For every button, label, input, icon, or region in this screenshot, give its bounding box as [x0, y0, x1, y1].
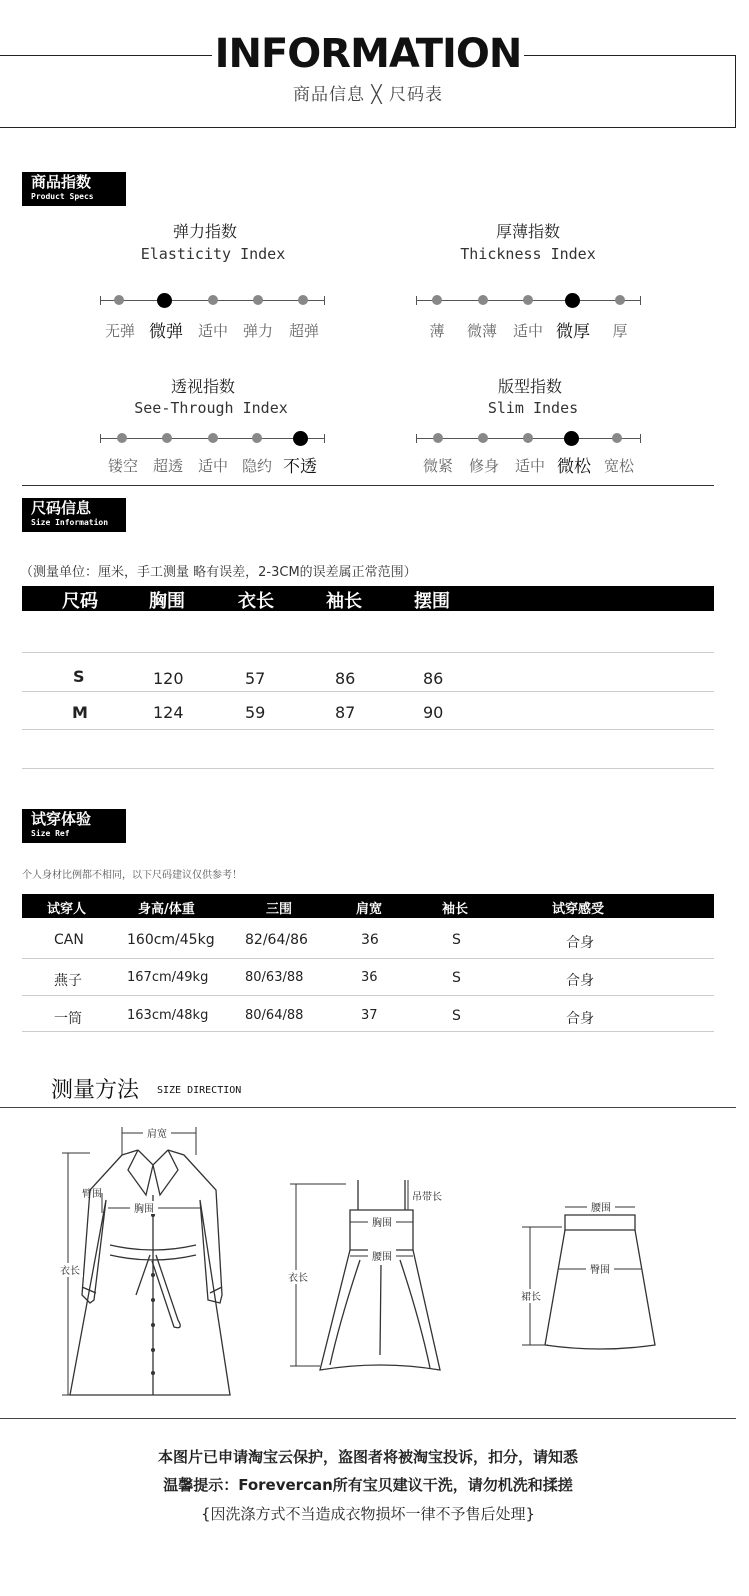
scale-label-selected: 微厚 — [556, 322, 590, 342]
section-label-specs — [22, 172, 126, 206]
scale-dot — [117, 433, 127, 443]
table-cell: S — [73, 667, 85, 686]
section-label-cn: 尺码信息 — [31, 499, 92, 517]
index-en-elasticity: Elasticity Index — [140, 245, 286, 263]
divider — [22, 485, 714, 486]
table-cell: S — [452, 932, 461, 948]
size-header-cell: 衣长 — [238, 591, 274, 612]
coat-label-shoulder: 肩宽 — [147, 1129, 167, 1140]
table-cell: 36 — [361, 970, 378, 985]
fit-header-cell: 试穿感受 — [552, 902, 605, 917]
scale-dot — [615, 295, 625, 305]
row-divider — [22, 958, 714, 959]
table-cell: 90 — [423, 703, 444, 722]
index-en-slim: Slim Indes — [487, 399, 579, 417]
index-title-thickness: 厚薄指数 — [495, 222, 560, 241]
scale-label-selected: 微弹 — [149, 322, 183, 342]
dress-label-chest: 胸围 — [372, 1218, 392, 1229]
scale-dot — [612, 433, 622, 443]
table-cell: 36 — [361, 932, 379, 948]
table-cell: CAN — [54, 932, 84, 948]
skirt-label-length: 裙长 — [521, 1292, 541, 1303]
scale-label-selected: 微松 — [557, 457, 591, 477]
size-header-cell: 袖长 — [326, 591, 362, 612]
section-label-size — [22, 498, 126, 532]
divider — [0, 1418, 736, 1419]
scale-label-selected: 不透 — [283, 457, 317, 477]
fit-header-cell: 身高/体重 — [138, 902, 195, 917]
scale-label: 无弹 — [104, 322, 135, 340]
table-cell: 合身 — [566, 1011, 594, 1027]
footer-care-tip: 温馨提示：Forevercan所有宝贝建议干洗，请勿机洗和揉搓 — [163, 1476, 573, 1494]
scale-dot — [298, 295, 308, 305]
size-header-cell: 尺码 — [62, 591, 98, 612]
dress-label-waist: 腰围 — [372, 1252, 392, 1263]
table-cell: S — [452, 1008, 461, 1024]
scale-dot — [478, 433, 488, 443]
row-divider — [22, 768, 714, 769]
table-cell: 163cm/48kg — [127, 1008, 209, 1023]
table-cell: 合身 — [566, 973, 594, 989]
scale-dot-selected — [293, 431, 308, 446]
scale-dot — [433, 433, 443, 443]
divider — [0, 1107, 736, 1108]
table-cell: 59 — [245, 703, 266, 722]
table-cell: 87 — [335, 703, 356, 722]
page-subtitle: 商品信息 ╳ 尺码表 — [292, 85, 444, 105]
scale-dot-selected — [157, 293, 172, 308]
size-table-header — [22, 586, 714, 611]
index-en-see-through: See-Through Index — [134, 399, 288, 417]
row-divider — [22, 652, 714, 653]
fit-header-cell: 袖长 — [442, 902, 469, 917]
table-cell: M — [72, 703, 88, 722]
size-header-cell: 摆围 — [414, 591, 450, 612]
scale-label: 超透 — [152, 457, 183, 475]
table-cell: 124 — [153, 703, 184, 722]
index-scale-see-through — [100, 438, 325, 439]
row-divider — [22, 1031, 714, 1032]
table-cell: 160cm/45kg — [127, 932, 215, 948]
table-cell: 82/64/86 — [245, 932, 308, 948]
table-cell: 37 — [361, 1008, 378, 1023]
coat-label-chest: 胸围 — [134, 1204, 154, 1215]
table-cell: 120 — [153, 669, 184, 688]
scale-dot — [208, 433, 218, 443]
section-label-en: Size Ref — [31, 829, 70, 838]
table-cell: 167cm/49kg — [127, 970, 209, 985]
table-cell: 80/63/88 — [245, 970, 304, 985]
index-scale-thickness — [416, 300, 641, 301]
footer-disclaimer: {因洗涤方式不当造成衣物损坏一律不予售后处理} — [200, 1505, 536, 1523]
scale-dot-selected — [564, 431, 579, 446]
scale-label: 薄 — [429, 322, 445, 340]
scale-dot — [478, 295, 488, 305]
fit-header-cell: 三围 — [266, 902, 293, 917]
scale-dot — [523, 295, 533, 305]
section-label-en: Product Specs — [31, 192, 94, 201]
scale-dot — [253, 295, 263, 305]
coat-diagram — [50, 1115, 250, 1410]
scale-dot-selected — [565, 293, 580, 308]
row-divider — [22, 995, 714, 996]
index-en-thickness: Thickness Index — [460, 245, 596, 263]
scale-label: 厚 — [612, 322, 628, 340]
scale-dot — [114, 295, 124, 305]
fit-header-cell: 试穿人 — [47, 902, 87, 917]
dress-label-strap: 吊带长 — [412, 1192, 442, 1203]
scale-label: 隐约 — [241, 457, 272, 475]
section-label-cn: 试穿体验 — [31, 810, 92, 828]
scale-label: 微紧 — [422, 457, 453, 475]
table-cell: 80/64/88 — [245, 1008, 304, 1023]
page-title: INFORMATION — [212, 30, 524, 78]
scale-label: 超弹 — [288, 322, 319, 340]
table-cell: 86 — [423, 669, 444, 688]
scale-dot — [523, 433, 533, 443]
skirt-label-hip: 臀围 — [590, 1265, 610, 1276]
table-cell: 86 — [335, 669, 356, 688]
scale-label: 修身 — [468, 457, 499, 475]
scale-dot — [252, 433, 262, 443]
scale-label: 镂空 — [107, 457, 138, 475]
scale-label: 适中 — [514, 457, 545, 475]
dress-diagram — [280, 1170, 455, 1385]
dress-label-length: 衣长 — [288, 1273, 308, 1284]
scale-label: 适中 — [197, 322, 228, 340]
measure-title-en: SIZE DIRECTION — [157, 1085, 242, 1096]
footer-copyright: 本图片已申请淘宝云保护，盗图者将被淘宝投诉，扣分，请知悉 — [157, 1448, 578, 1466]
scale-label: 适中 — [512, 322, 543, 340]
index-title-see-through: 透视指数 — [170, 377, 235, 396]
measure-title: 测量方法 — [51, 1078, 140, 1103]
table-cell: 57 — [245, 669, 266, 688]
coat-label-length: 衣长 — [60, 1266, 80, 1277]
scale-label: 弹力 — [242, 322, 273, 340]
scale-label: 微薄 — [466, 322, 497, 340]
table-cell: 合身 — [566, 935, 594, 951]
table-cell: 燕子 — [54, 973, 82, 989]
coat-label-sleeve: 臂围 — [82, 1189, 102, 1200]
scale-dot — [208, 295, 218, 305]
index-scale-elasticity — [100, 300, 325, 301]
section-label-cn: 商品指数 — [31, 173, 92, 191]
index-title-elasticity: 弹力指数 — [172, 222, 237, 241]
section-label-en: Size Information — [31, 518, 109, 527]
size-note: （测量单位：厘米，手工测量 略有误差，2-3CM的误差属正常范围） — [20, 565, 417, 580]
scale-label: 适中 — [197, 457, 228, 475]
size-header-cell: 胸围 — [149, 591, 185, 612]
row-divider — [22, 729, 714, 730]
section-label-fit — [22, 809, 126, 843]
fit-table-header — [22, 894, 714, 918]
table-cell: 一筒 — [54, 1011, 82, 1027]
fit-note: 个人身材比例都不相同，以下尺码建议仅供参考！ — [22, 870, 242, 881]
skirt-label-waist: 腰围 — [591, 1203, 611, 1214]
fit-header-cell: 肩宽 — [356, 902, 383, 917]
index-title-slim: 版型指数 — [497, 377, 562, 396]
skirt-diagram — [510, 1195, 670, 1355]
scale-dot — [162, 433, 172, 443]
index-scale-slim — [416, 438, 641, 439]
table-cell: S — [452, 970, 461, 986]
scale-label: 宽松 — [603, 457, 634, 475]
row-divider — [22, 691, 714, 692]
scale-dot — [432, 295, 442, 305]
